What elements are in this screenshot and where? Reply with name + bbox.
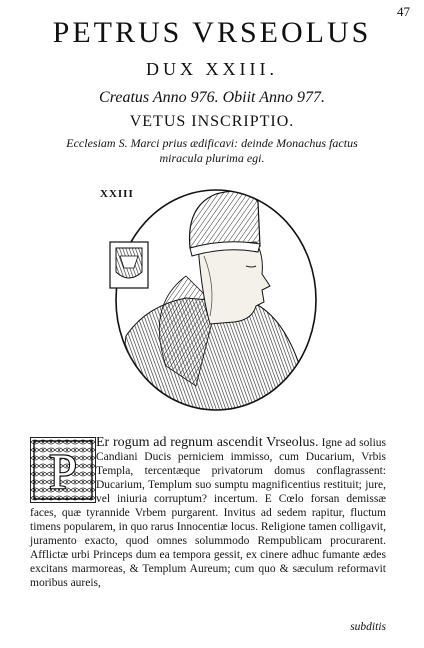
inscription-line: Ecclesiam S. Marci prius ædificavi: deinde Monachus factus xyxy=(66,136,358,150)
page-title: PETRUS VRSEOLUS xyxy=(52,16,372,49)
coat-of-arms-icon xyxy=(110,242,148,288)
initial-letter: P xyxy=(49,443,77,499)
inscription-heading: VETUS INSCRIPTIO. xyxy=(129,113,295,130)
reign-dates: Creatus Anno 976. Obiit Anno 977. xyxy=(99,89,325,106)
catchword: subditis xyxy=(350,621,386,633)
body-lead: Er rogum ad regnum ascendit Vrseolus. xyxy=(96,435,319,450)
plate-number: XXIII xyxy=(100,188,134,200)
inscription xyxy=(60,136,364,166)
inscription-line: miracula plurima egi. xyxy=(159,151,265,165)
doge-number: DUX XXIII. xyxy=(146,59,278,79)
body-paragraph: Igne ad solius Candiani Ducis perniciem immisso, cum Ducarium, Vrbis Templa, tercentæque privatorum domus conflagrassent: Ducarium, Templum suo sumptu magnificentius restituit; jure, vel iniuria corruptum? incertum. E Cœlo forsan demissæ faces, quæ tyrannide Vrbem purgarent. Invitus ad sedem rapitur, fluctum timens popularem, in quo rarus Innocentiæ locus. Religione tamen colligavit, juramento exacto, quod omnes solummodo Rempublicam procurarent. Afflictæ urbi Princeps dum ea tempora gessit, ex cinere adhuc fumante ædes excitans marmoreas, & Templum Aureum; cum quo & sæculum reformavit moribus aureis, xyxy=(30,437,386,589)
body-text xyxy=(30,436,386,590)
portrait-engraving xyxy=(106,186,318,412)
page-number: 47 xyxy=(397,4,410,19)
